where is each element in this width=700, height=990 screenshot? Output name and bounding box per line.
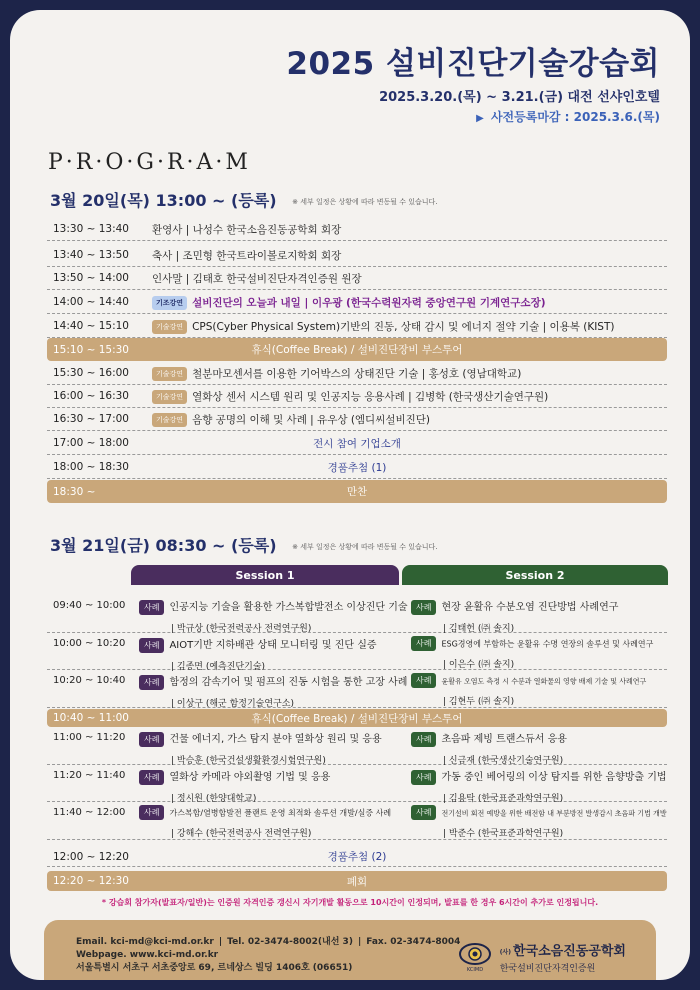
program-poster bbox=[10, 10, 690, 980]
talk-title: 함정의 감속기어 및 펌프의 진동 시험을 통한 고장 사례 bbox=[169, 677, 408, 688]
schedule-text bbox=[152, 319, 614, 334]
talk-speaker: | 김태헌 (㈜ 솔지) bbox=[443, 623, 515, 634]
session-row bbox=[47, 633, 667, 670]
session1-talk bbox=[139, 768, 407, 804]
session-time: 11:20 ~ 11:40 bbox=[53, 770, 126, 781]
talk-title: 전기설비 회전 예방을 위한 배전함 내 부분방전 발생감시 초음파 기법 개발 bbox=[441, 809, 667, 818]
schedule-text-value: 설비진단의 오늘과 내일 | 이우광 (한국수력원자력 중앙연구원 기계연구소장) bbox=[192, 296, 546, 309]
registration-deadline bbox=[476, 108, 660, 125]
talk-speaker: | 박규상 (한국전력공사 전력연구원) bbox=[171, 623, 312, 634]
closing-text: 폐회 bbox=[346, 875, 368, 888]
schedule-center-text: 경품추첨 (1) bbox=[327, 461, 387, 474]
session2-talk bbox=[411, 805, 667, 839]
break-row bbox=[47, 709, 667, 727]
tech-talk-badge: 기술강연 bbox=[152, 320, 187, 334]
schedule-time: 13:50 ~ 14:00 bbox=[53, 272, 129, 284]
schedule-text-value: 축사 | 조민형 한국트라이볼로지학회 회장 bbox=[152, 249, 342, 262]
break-time: 10:40 ~ 11:00 bbox=[53, 712, 129, 724]
case-badge: 사례 bbox=[139, 638, 164, 653]
schedule-center-text: 전시 참여 기업소개 bbox=[313, 437, 401, 450]
session2-talk bbox=[411, 598, 667, 634]
schedule-text bbox=[152, 271, 362, 286]
contact-info: Email. kci-md@kci-md.or.kr | Tel. 02-3474-8002(내선 3) | Fax. 02-3474-8004 Webpage. www.kci-md.or.kr 서울특별시 서초구 서초중앙로 69, 르네상스 빌딩 1406호 (06651) bbox=[76, 937, 461, 973]
day2-note: ※ 세부 일정은 상황에 따라 변동될 수 있습니다. bbox=[292, 542, 438, 551]
triangle-right-icon: ▶ bbox=[476, 113, 484, 124]
break-text: 휴식(Coffee Break) / 설비진단장비 부스투어 bbox=[251, 712, 463, 725]
session1-talk bbox=[139, 673, 407, 709]
session1-talk bbox=[139, 636, 407, 672]
closing-text: 경품추첨 (2) bbox=[327, 851, 387, 863]
schedule-time: 15:10 ~ 15:30 bbox=[53, 343, 129, 356]
contact-email[interactable]: Email. kci-md@kci-md.or.kr bbox=[76, 937, 214, 947]
schedule-row bbox=[47, 267, 667, 290]
schedule-row bbox=[47, 218, 667, 241]
footer bbox=[44, 920, 656, 980]
session-row bbox=[47, 670, 667, 708]
session1-talk bbox=[139, 805, 407, 839]
day2-heading bbox=[50, 533, 438, 556]
contact-tel: Tel. 02-3474-8002(내선 3) bbox=[227, 937, 353, 947]
case-badge: 사례 bbox=[139, 770, 164, 785]
deadline-text: 사전등록마감 : 2025.3.6.(목) bbox=[490, 110, 660, 124]
talk-speaker: | 이은수 (㈜ 솔지) bbox=[443, 660, 515, 670]
case-badge: 사례 bbox=[139, 805, 164, 820]
session2-talk bbox=[411, 730, 667, 766]
talk-speaker: | 김종면 (예측진단기술) bbox=[171, 661, 266, 672]
keynote-badge: 기조강연 bbox=[152, 296, 187, 310]
schedule-row bbox=[47, 408, 667, 431]
schedule-center-text: 만찬 bbox=[346, 486, 368, 498]
talk-title: AIOT기반 지하배관 상태 모니터링 및 진단 실증 bbox=[169, 640, 377, 651]
schedule-text bbox=[152, 389, 548, 404]
schedule-text-value: 음향 공명의 이해 및 사례 | 유우상 (엠디씨설비진단) bbox=[192, 413, 431, 426]
contact-web[interactable]: Webpage. www.kci-md.or.kr bbox=[76, 950, 219, 960]
schedule-text-value: 철분마모센서를 이용한 기어박스의 상태진단 기술 | 홍성호 (영남대학교) bbox=[192, 367, 522, 380]
talk-title: 인공지능 기술을 활용한 가스복합발전소 이상진단 기술 bbox=[169, 602, 408, 613]
schedule-row bbox=[47, 338, 667, 361]
schedule-row bbox=[47, 315, 667, 338]
talk-speaker: | 이상구 (해군 함정기술연구소) bbox=[171, 698, 294, 709]
session2-talk bbox=[411, 768, 667, 804]
session2-talk bbox=[411, 636, 667, 670]
schedule-text bbox=[152, 222, 341, 237]
case-badge: 사례 bbox=[139, 675, 164, 690]
day1-heading-text: 3월 20일(목) 13:00 ~ (등록) bbox=[50, 191, 277, 210]
talk-title: 현장 윤활유 수분오염 진단방법 사례연구 bbox=[441, 602, 619, 613]
schedule-time: 17:00 ~ 18:00 bbox=[53, 437, 129, 449]
schedule-text-value: 열화상 센서 시스템 원리 및 인공지능 응용사례 | 김병학 (한국생산기술연구원) bbox=[192, 390, 549, 403]
schedule-time: 16:00 ~ 16:30 bbox=[53, 390, 129, 402]
closing-row bbox=[47, 847, 667, 867]
event-dates: 2025.3.20.(목) ~ 3.21.(금) 대전 선샤인호텔 bbox=[379, 90, 660, 105]
organization bbox=[458, 940, 626, 974]
schedule-row bbox=[47, 244, 667, 267]
program-heading: P·R·O·G·R·A·M bbox=[48, 150, 251, 175]
event-title: 2025 설비진단기술강습회 bbox=[286, 46, 660, 82]
talk-title: 가스복합/열병합발전 플랜트 운영 최적화 솔루션 개발/실증 사례 bbox=[169, 808, 392, 818]
session2-tab: Session 2 bbox=[402, 565, 668, 585]
session-time: 11:40 ~ 12:00 bbox=[53, 807, 126, 818]
session-row bbox=[47, 802, 667, 840]
session1-tab: Session 1 bbox=[131, 565, 399, 585]
case-badge: 사례 bbox=[411, 636, 436, 651]
schedule-text-value: 인사말 | 김태호 한국설비진단자격인증원 원장 bbox=[152, 272, 362, 285]
talk-title: 초음파 제빙 트랜스듀서 응용 bbox=[441, 734, 567, 745]
schedule-time: 18:00 ~ 18:30 bbox=[53, 461, 129, 473]
talk-speaker: | 정시원 (한양대학교) bbox=[171, 793, 257, 804]
schedule-row bbox=[47, 291, 667, 314]
session-time: 10:20 ~ 10:40 bbox=[53, 675, 126, 686]
day2-heading-text: 3월 21일(금) 08:30 ~ (등록) bbox=[50, 536, 277, 555]
closing-row bbox=[47, 871, 667, 891]
talk-title: 건물 에너지, 가스 탐지 분야 열화상 원리 및 응용 bbox=[169, 734, 382, 745]
talk-title: 열화상 카메라 야외촬영 기법 및 응용 bbox=[169, 772, 331, 783]
tech-talk-badge: 기술강연 bbox=[152, 367, 187, 381]
schedule-time: 13:40 ~ 13:50 bbox=[53, 249, 129, 261]
case-badge: 사례 bbox=[411, 805, 436, 820]
org-sub: 한국설비진단자격인증원 bbox=[499, 964, 596, 974]
schedule-text bbox=[152, 248, 341, 263]
talk-speaker: | 김현두 (㈜ 솔지) bbox=[443, 697, 515, 707]
session-row bbox=[47, 595, 667, 633]
tech-talk-badge: 기술강연 bbox=[152, 413, 187, 427]
schedule-time: 18:30 ~ bbox=[53, 485, 96, 498]
session-time: 10:00 ~ 10:20 bbox=[53, 638, 126, 649]
footnote: * 강습회 참가자(발표자/일반)는 인증원 자격인증 갱신시 자기개발 활동으로 10시간이 인정되며, 발표를 한 경우 6시간이 추가로 인정됩니다. bbox=[101, 898, 599, 907]
contact-address: 서울특별시 서초구 서초중앙로 69, 르네상스 빌딩 1406호 (06651) bbox=[76, 963, 353, 973]
talk-speaker: | 신금재 (한국생산기술연구원) bbox=[443, 755, 564, 766]
talk-title: 가동 중인 베어링의 이상 탐지를 위한 음향방출 기법 bbox=[441, 772, 667, 783]
schedule-row bbox=[47, 362, 667, 385]
schedule-time: 14:40 ~ 15:10 bbox=[53, 320, 129, 332]
session-row bbox=[47, 765, 667, 802]
schedule-center-text: 휴식(Coffee Break) / 설비진단장비 부스투어 bbox=[251, 344, 463, 356]
closing-time: 12:20 ~ 12:30 bbox=[53, 875, 129, 887]
schedule-text-value: 환영사 | 나성수 한국소음진동공학회 회장 bbox=[152, 223, 342, 236]
day1-heading bbox=[50, 188, 438, 211]
schedule-text bbox=[152, 366, 521, 381]
day1-note: ※ 세부 일정은 상황에 따라 변동될 수 있습니다. bbox=[292, 197, 438, 206]
schedule-row bbox=[47, 385, 667, 408]
case-badge: 사례 bbox=[411, 673, 436, 688]
schedule-text-value: CPS(Cyber Physical System)기반의 진동, 상태 감시 및 에너지 절약 기술 | 이용복 (KIST) bbox=[192, 320, 615, 333]
session-row bbox=[47, 727, 667, 765]
case-badge: 사례 bbox=[411, 600, 436, 615]
closing-time: 12:00 ~ 12:20 bbox=[53, 850, 129, 863]
talk-title: ESG경영에 부합하는 윤활유 수명 연장의 솔루션 및 사례연구 bbox=[441, 639, 654, 649]
logo-text: KCIMD bbox=[466, 967, 483, 972]
session1-talk bbox=[139, 598, 407, 634]
schedule-text bbox=[152, 412, 430, 427]
schedule-row bbox=[47, 432, 667, 455]
case-badge: 사례 bbox=[411, 732, 436, 747]
schedule-text bbox=[152, 295, 546, 310]
schedule-row bbox=[47, 456, 667, 479]
talk-speaker: | 김용탁 (한국표준과학연구원) bbox=[443, 793, 564, 804]
session2-talk bbox=[411, 673, 667, 707]
org-name: 한국소음진동공학회 bbox=[512, 944, 626, 959]
session-time: 11:00 ~ 11:20 bbox=[53, 732, 126, 743]
case-badge: 사례 bbox=[411, 770, 436, 785]
schedule-row bbox=[47, 480, 667, 503]
talk-speaker: | 강해수 (한국전력공사 전력연구원) bbox=[171, 829, 312, 839]
tech-talk-badge: 기술강연 bbox=[152, 390, 187, 404]
session1-talk bbox=[139, 730, 407, 766]
talk-speaker: | 박승훈 (한국건설생활환경시험연구원) bbox=[171, 755, 326, 766]
kcimd-logo-icon bbox=[458, 942, 492, 972]
session-time: 09:40 ~ 10:00 bbox=[53, 600, 126, 611]
talk-speaker: | 박준수 (한국표준과학연구원) bbox=[443, 829, 564, 839]
org-name-line bbox=[500, 940, 626, 959]
talk-title: 윤활유 오염도 측정 시 수분과 열화물의 영향 배제 기술 및 사례연구 bbox=[441, 677, 647, 686]
org-prefix: (사) bbox=[499, 949, 511, 956]
schedule-time: 13:30 ~ 13:40 bbox=[53, 223, 129, 235]
schedule-time: 15:30 ~ 16:00 bbox=[53, 367, 129, 379]
schedule-time: 16:30 ~ 17:00 bbox=[53, 413, 129, 425]
contact-fax: Fax. 02-3474-8004 bbox=[366, 937, 461, 947]
case-badge: 사례 bbox=[139, 732, 164, 747]
schedule-time: 14:00 ~ 14:40 bbox=[53, 296, 129, 308]
case-badge: 사례 bbox=[139, 600, 164, 615]
